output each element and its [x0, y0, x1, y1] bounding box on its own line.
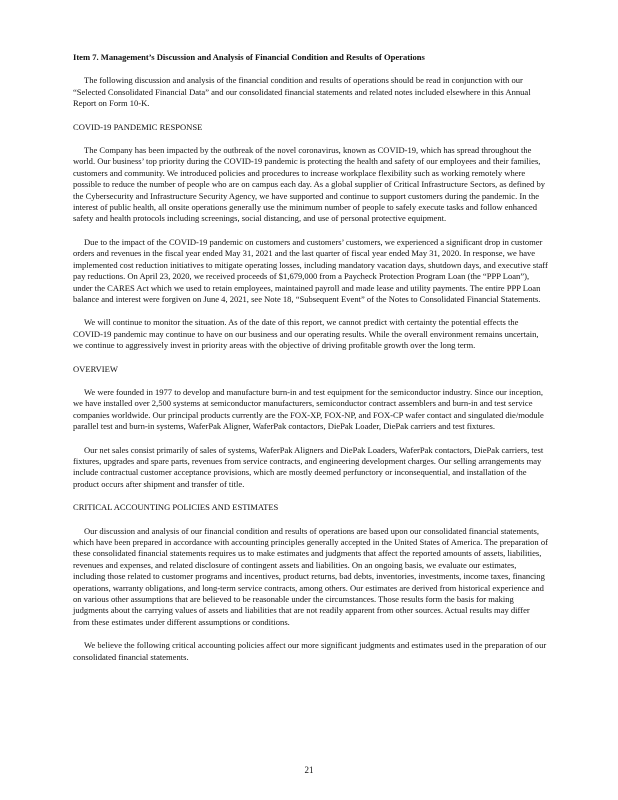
intro-paragraph: The following discussion and analysis of the financial condition and results of operations should be read in conjunction with our “Selected Consolidated Financial Data” and our consolidated financial statements and related notes included elsewhere in this Annual Report on Form 10-K.	[73, 75, 531, 109]
covid-paragraph: The Company has been impacted by the outbreak of the novel coronavirus, known as COVID-19, which has spread throughout the world. Our business’ top priority during the COVID-19 pandemic is protecting the health and safety of our employees and their families, customers and community. We introduced policies and procedures to increase workplace flexibility such as working remotely where possible to reduce the number of people who are on campus each day. As a global supplier of Critical Infrastructure Sectors, as defined by the Cybersecurity and Infrastructure Security Agency, we have supported and continue to support customers during the pandemic. In the interest of public health, all onsite operations generally use the minimum number of people to safely execute tasks and follow enhanced safety and health protocols including screenings, social distancing, and use of personal protective equipment.	[73, 145, 545, 224]
overview-paragraph: Our net sales consist primarily of sales of systems, WaferPak Aligners and DiePak Loaders, WaferPak contactors, DiePak carriers, test fixtures, upgrades and spare parts, revenues from service contracts, and engineering development charges. Our selling arrangements may include contractual customer acceptance provisions, which are mostly deemed perfunctory or inconsequential, and installation of the product occurs after shipment and transfer of title.	[73, 444, 544, 489]
document-body	[73, 52, 548, 675]
overview-paragraph: We were founded in 1977 to develop and manufacture burn-in and test equipment for the semiconductor industry. Since our inception, we have installed over 2,500 systems at semiconductor manufacturers, semiconductor contract assemblers and burn-in and test service companies worldwide. Our principal products currently are the FOX-XP, FOX-NP, and FOX-CP wafer contact and singulated die/module parallel test and burn-in systems, WaferPak Aligner, WaferPak contactors, DiePak Loader, DiePak carriers and test fixtures.	[73, 386, 544, 432]
covid-section-heading: COVID-19 PANDEMIC RESPONSE	[73, 121, 203, 132]
page-number: 21	[304, 765, 314, 775]
covid-paragraph: Due to the impact of the COVID-19 pandemic on customers and customers’ customers, we experienced a significant drop in customer orders and revenues in the fiscal year ended May 31, 2021 and the last quarter of fiscal year ended May 31, 2020. In response, we have implemented cost reduction initiatives to mitigate operating losses, including mandatory vacation days, shutdown days, and executive staff pay reductions. On April 23, 2020, we received proceeds of $1,679,000 from a Paycheck Protection Program Loan (the “PPP Loan”), under the CARES Act which we used to retain employees, maintained payroll and made lease and utility payments. The entire PPP Loan balance and interest were forgiven on June 4, 2021, see Note 18, “Subsequent Event” of the Notes to Consolidated Financial Statements.	[73, 236, 548, 304]
critical-accounting-heading: CRITICAL ACCOUNTING POLICIES AND ESTIMATES	[73, 502, 279, 513]
critical-accounting-paragraph: We believe the following critical accounting policies affect our more significant judgments and estimates used in the preparation of our consolidated financial statements.	[73, 640, 547, 662]
item-heading: Item 7. Management’s Discussion and Analysis of Financial Condition and Results of Operations	[73, 52, 425, 62]
critical-accounting-paragraph: Our discussion and analysis of our financial condition and results of operations are based upon our consolidated financial statements, which have been prepared in accordance with accounting principles generally accepted in the United States of America. The preparation of these consolidated financial statements requires us to make estimates and judgments that affect the reported amounts of assets, liabilities, revenues and expenses, and related disclosure of contingent assets and liabilities. On an ongoing basis, we evaluate our estimates, including those related to customer programs and incentives, product returns, bad debts, inventories, investments, income taxes, financing operations, warranty obligations, and long-term service contracts, among others. Our estimates are derived from historical experience and on various other assumptions that are believed to be reasonable under the circumstances. Those results form the basis for making judgments about the carrying values of assets and liabilities that are not readily apparent from other sources. Actual results may differ from these estimates under different assumptions or conditions.	[73, 525, 548, 627]
overview-section-heading: OVERVIEW	[73, 363, 118, 374]
covid-paragraph: We will continue to monitor the situation. As of the date of this report, we cannot predict with certainty the potential effects the COVID-19 pandemic may continue to have on our business and our operating results. While the overall environment remains uncertain, we continue to aggressively invest in priority areas with the objective of driving profitable growth over the long term.	[73, 317, 539, 351]
